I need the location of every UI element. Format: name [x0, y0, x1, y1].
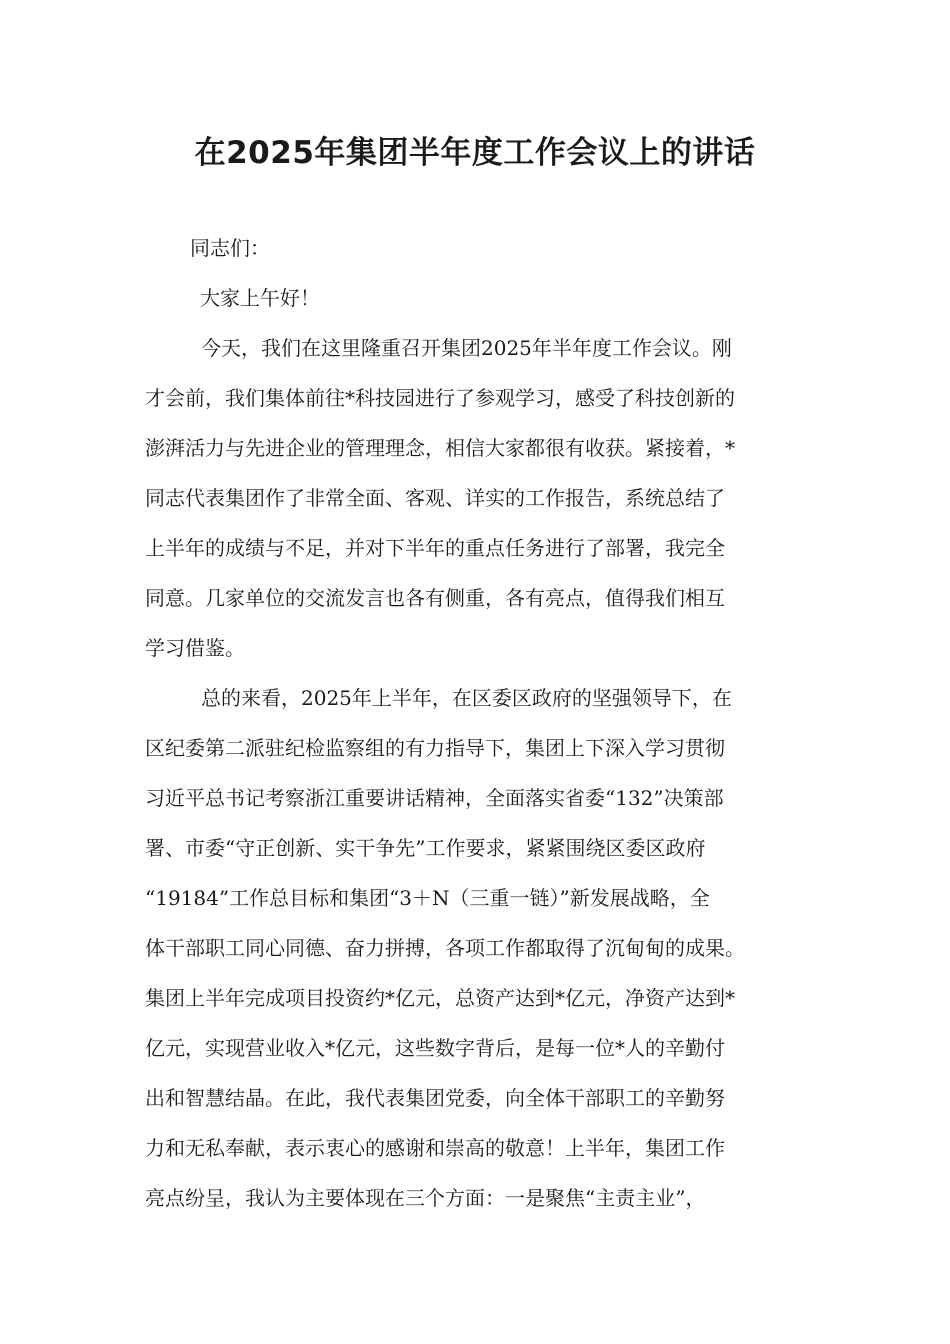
paragraph-line: 区纪委第二派驻纪检监察组的有力指导下，集团上下深入学习贯彻: [145, 736, 725, 760]
paragraph-line: 署、市委“守正创新、实干争先”工作要求，紧紧围绕区委区政府: [145, 836, 706, 860]
paragraph-line: 澎湃活力与先进企业的管理理念，相信大家都很有收获。紧接着，*: [145, 436, 735, 460]
paragraph-line: 今天，我们在这里隆重召开集团2025年半年度工作会议。刚: [201, 336, 732, 360]
paragraph-line: 同志代表集团作了非常全面、客观、详实的工作报告，系统总结了: [145, 486, 725, 510]
paragraph-summary: [145, 673, 745, 1223]
paragraph-line: 亮点纷呈，我认为主要体现在三个方面：一是聚焦“主责主业”，: [145, 1186, 706, 1210]
paragraph-line: “19184”工作总目标和集团“3＋N（三重一链）”新发展战略，全: [145, 886, 710, 910]
salutation: 同志们：: [190, 236, 270, 260]
paragraph-opening: [145, 323, 735, 673]
document-title: 在2025年集团半年度工作会议上的讲话: [194, 135, 756, 171]
greeting: 大家上午好！: [200, 286, 320, 310]
paragraph-line: 出和智慧结晶。在此，我代表集团党委，向全体干部职工的辛勤努: [145, 1086, 725, 1110]
paragraph-line: 总的来看，2025年上半年，在区委区政府的坚强领导下，在: [201, 686, 732, 710]
paragraph-line: 同意。几家单位的交流发言也各有侧重，各有亮点，值得我们相互: [145, 586, 725, 610]
paragraph-line: 才会前，我们集体前往*科技园进行了参观学习，感受了科技创新的: [145, 386, 735, 410]
paragraph-line: 亿元，实现营业收入*亿元，这些数字背后，是每一位*人的辛勤付: [145, 1036, 725, 1060]
paragraph-line: 学习借鉴。: [145, 636, 245, 660]
paragraph-line: 习近平总书记考察浙江重要讲话精神，全面落实省委“132”决策部: [145, 786, 724, 810]
paragraph-line: 上半年的成绩与不足，并对下半年的重点任务进行了部署，我完全: [145, 536, 725, 560]
paragraph-line: 力和无私奉献，表示衷心的感谢和崇高的敬意！上半年，集团工作: [145, 1136, 725, 1160]
paragraph-line: 集团上半年完成项目投资约*亿元，总资产达到*亿元，净资产达到*: [145, 986, 735, 1010]
paragraph-line: 体干部职工同心同德、奋力拼搏，各项工作都取得了沉甸甸的成果。: [145, 936, 745, 960]
